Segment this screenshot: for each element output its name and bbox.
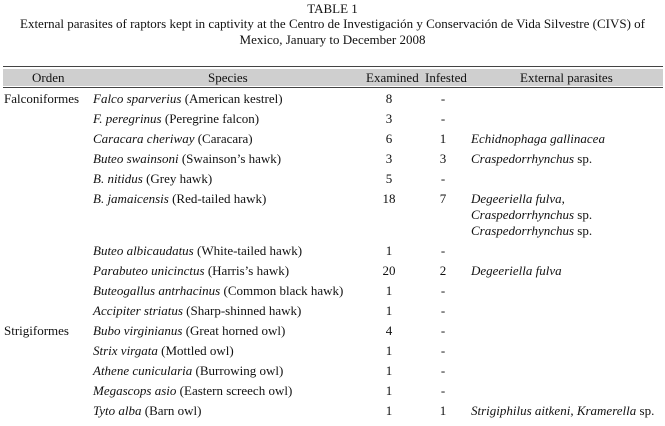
- parasite-suffix: ,: [561, 191, 565, 206]
- parasite-name: Craspedorrhynchus: [471, 151, 575, 166]
- parasite-suffix: sp.: [574, 207, 593, 222]
- species-common-name: (Eastern screech owl): [176, 383, 293, 398]
- infested-cell: 3: [439, 151, 447, 166]
- species-cell: [93, 403, 201, 419]
- parasite-suffix: sp.: [574, 151, 593, 166]
- examined-cell: 1: [385, 363, 393, 378]
- examined-cell: 1: [385, 283, 393, 298]
- examined-cell: 1: [385, 403, 393, 418]
- species-cell: [93, 343, 234, 359]
- parasites-cell: [471, 191, 565, 207]
- infested-cell: -: [440, 363, 446, 378]
- species-scientific-name: Buteogallus antrhacinus: [93, 283, 221, 298]
- infested-cell: 7: [439, 191, 447, 206]
- infested-cell: 1: [439, 403, 447, 418]
- species-scientific-name: Tyto alba: [93, 403, 142, 418]
- species-cell: [93, 91, 283, 107]
- examined-cell: 18: [382, 191, 396, 206]
- examined-cell: 8: [385, 91, 393, 106]
- parasites-cell: [471, 403, 654, 419]
- species-common-name: (Common black hawk): [220, 283, 344, 298]
- parasite-name: Craspedorrhynchus: [471, 207, 575, 222]
- table-title: TABLE 1: [307, 1, 358, 16]
- examined-cell: 1: [385, 343, 393, 358]
- parasite-name: Craspedorrhynchus: [471, 223, 575, 238]
- parasite-suffix: sp.: [636, 403, 655, 418]
- infested-cell: 2: [439, 263, 447, 278]
- infested-cell: -: [440, 243, 446, 258]
- species-common-name: (Burrowing owl): [192, 363, 284, 378]
- species-cell: [93, 131, 253, 147]
- examined-cell: 20: [382, 263, 396, 278]
- parasite-suffix: sp.: [574, 223, 593, 238]
- species-scientific-name: B. nitidus: [93, 171, 143, 186]
- orden-cell: Strigiformes: [4, 323, 69, 338]
- species-scientific-name: Bubo virginianus: [93, 323, 183, 338]
- infested-cell: -: [440, 383, 446, 398]
- parasite-name: Degeeriella fulva: [471, 263, 562, 278]
- species-scientific-name: Buteo swainsoni: [93, 151, 179, 166]
- header-species: Species: [208, 70, 248, 85]
- species-cell: [93, 151, 281, 167]
- species-common-name: (Grey hawk): [142, 171, 213, 186]
- species-cell: [93, 171, 212, 187]
- species-scientific-name: B. jamaicensis: [93, 191, 169, 206]
- infested-cell: -: [440, 111, 446, 126]
- parasites-cell: [471, 131, 605, 147]
- examined-cell: 1: [385, 383, 393, 398]
- species-common-name: (American kestrel): [181, 91, 283, 106]
- species-scientific-name: Accipiter striatus: [93, 303, 183, 318]
- species-common-name: (Caracara): [194, 131, 253, 146]
- examined-cell: 1: [385, 303, 393, 318]
- species-scientific-name: Buteo albicaudatus: [93, 243, 194, 258]
- infested-cell: 1: [439, 131, 447, 146]
- species-cell: [93, 363, 283, 379]
- header-orden: Orden: [32, 70, 65, 85]
- species-common-name: (Great horned owl): [182, 323, 286, 338]
- species-common-name: (Red-tailed hawk): [168, 191, 267, 206]
- orden-cell: Falconiformes: [4, 91, 80, 106]
- species-common-name: (Barn owl): [141, 403, 202, 418]
- species-common-name: (Sharp-shinned hawk): [182, 303, 302, 318]
- species-common-name: (White-tailed hawk): [193, 243, 303, 258]
- infested-cell: -: [440, 323, 446, 338]
- species-cell: [93, 191, 266, 207]
- examined-cell: 6: [385, 131, 393, 146]
- parasites-cell: [471, 207, 592, 223]
- parasites-cell: [471, 263, 562, 279]
- examined-cell: 4: [385, 323, 393, 338]
- species-scientific-name: Parabuteo unicinctus: [93, 263, 205, 278]
- species-scientific-name: Strix virgata: [93, 343, 158, 358]
- species-common-name: (Peregrine falcon): [161, 111, 260, 126]
- species-scientific-name: F. peregrinus: [93, 111, 162, 126]
- species-cell: [93, 111, 259, 127]
- species-scientific-name: Athene cunicularia: [93, 363, 193, 378]
- species-common-name: (Harris’s hawk): [204, 263, 290, 278]
- parasite-name: Echidnophaga gallinacea: [471, 131, 605, 146]
- parasite-name: Degeeriella fulva: [471, 191, 562, 206]
- infested-cell: -: [440, 303, 446, 318]
- parasite-name: Kramerella: [576, 403, 637, 418]
- species-scientific-name: Megascops asio: [93, 383, 177, 398]
- species-scientific-name: Caracara cheriway: [93, 131, 195, 146]
- examined-cell: 5: [385, 171, 393, 186]
- examined-cell: 1: [385, 243, 393, 258]
- species-cell: [93, 323, 285, 339]
- infested-cell: -: [440, 283, 446, 298]
- infested-cell: -: [440, 343, 446, 358]
- table-caption-line-1: External parasites of raptors kept in captivity at the Centro de Investigación y Conservación de Vida Silvestre (CIVS) of: [20, 16, 645, 31]
- species-cell: [93, 303, 301, 319]
- infested-cell: -: [440, 91, 446, 106]
- parasites-cell: [471, 151, 592, 167]
- header-infested: Infested: [425, 70, 467, 85]
- header-examined: Examined: [366, 70, 419, 85]
- species-cell: [93, 383, 292, 399]
- parasite-suffix: ,: [570, 403, 577, 418]
- infested-cell: -: [440, 171, 446, 186]
- species-cell: [93, 263, 289, 279]
- species-common-name: (Mottled owl): [157, 343, 234, 358]
- species-scientific-name: Falco sparverius: [93, 91, 182, 106]
- examined-cell: 3: [385, 151, 393, 166]
- examined-cell: 3: [385, 111, 393, 126]
- species-common-name: (Swainson’s hawk): [178, 151, 282, 166]
- species-cell: [93, 243, 302, 259]
- header-external-parasites: External parasites: [520, 70, 613, 85]
- table-caption-line-2: Mexico, January to December 2008: [239, 32, 426, 47]
- species-cell: [93, 283, 343, 299]
- parasite-name: Strigiphilus aitkeni: [471, 403, 571, 418]
- parasites-cell: [471, 223, 592, 239]
